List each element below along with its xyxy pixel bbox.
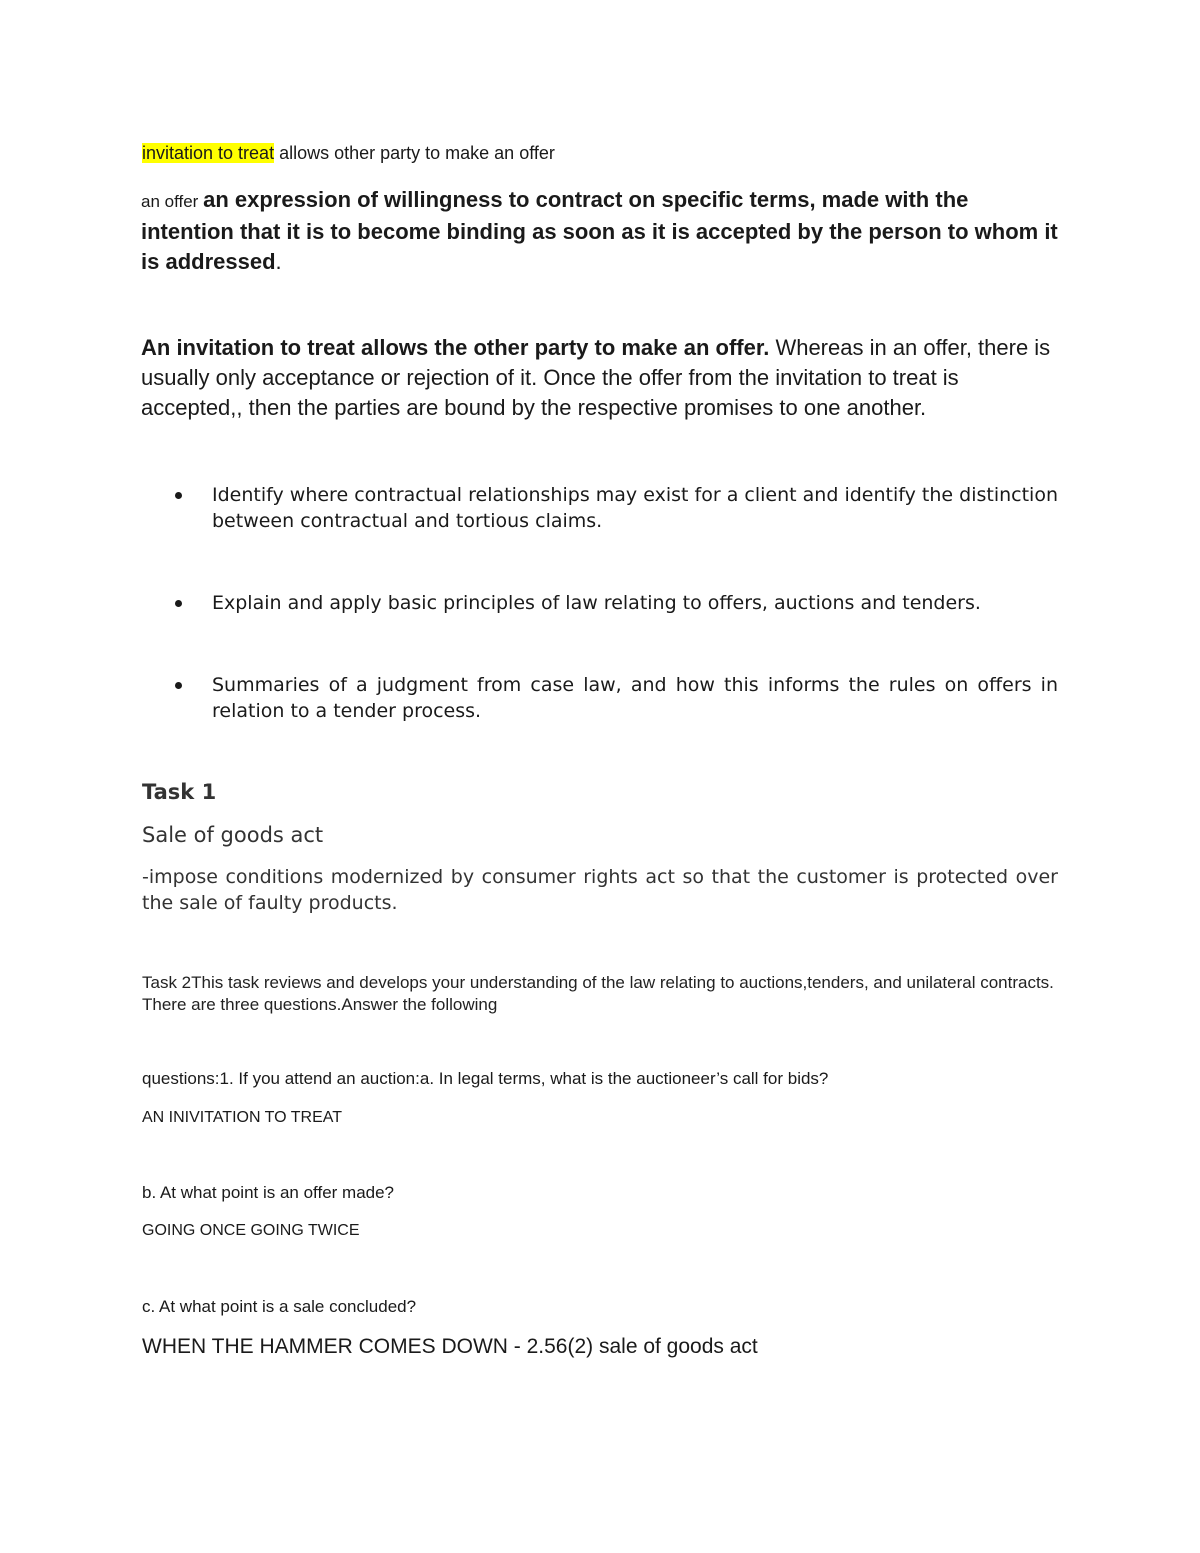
task1-text: -impose conditions modernized by consumer rights act so that the customer is protected over the sale of faulty products. — [142, 866, 1058, 914]
list-item — [170, 590, 1058, 616]
bullet-icon — [175, 492, 182, 499]
question-1b: b. At what point is an offer made? — [142, 1183, 395, 1202]
answer-1b: GOING ONCE GOING TWICE — [142, 1222, 360, 1239]
invitation-paragraph-text: Whereas in an offer, there is usually only acceptance or rejection of it. Once the offer from the invitation to treat is accepted,, then the parties are bound by the respective promises to one another. — [141, 335, 1051, 420]
list-item-text: Summaries of a judgment from case law, and how this informs the rules on offers in relation to a tender process. — [212, 674, 1058, 722]
list-item — [170, 482, 1058, 534]
list-item — [170, 672, 1058, 724]
offer-lead: an offer — [141, 192, 204, 211]
bullet-icon — [175, 682, 182, 689]
invitation-paragraph-bold: An invitation to treat allows the other party to make an offer. — [141, 335, 770, 360]
task2-text: Task 2This task reviews and develops your understanding of the law relating to auctions,tenders, and unilateral contracts. There are three questions.Answer the following — [142, 973, 1054, 1014]
intro-line — [142, 143, 555, 164]
offer-definition — [141, 185, 1061, 277]
question-1c: c. At what point is a sale concluded? — [142, 1297, 417, 1316]
list-item-text: Explain and apply basic principles of law relating to offers, auctions and tenders. — [212, 592, 981, 614]
answer-1c: WHEN THE HAMMER COMES DOWN - 2.56(2) sale of goods act — [142, 1335, 758, 1358]
task1-heading: Task 1 — [142, 780, 217, 804]
answer-1a: AN INIVITATION TO TREAT — [142, 1109, 343, 1126]
question-1a: questions:1. If you attend an auction:a. In legal terms, what is the auctioneer’s call for bids? — [142, 1069, 829, 1088]
task1-subheading: Sale of goods act — [142, 823, 324, 847]
offer-definition-end: . — [275, 249, 282, 274]
bullet-icon — [175, 600, 182, 607]
list-item-text: Identify where contractual relationships may exist for a client and identify the distinction between contractual and tortious claims. — [212, 484, 1058, 532]
offer-definition-text: an expression of willingness to contract on specific terms, made with the intention that it is to become binding as soon as it is accepted by the person to whom it is addressed — [141, 187, 1058, 274]
invitation-paragraph — [141, 333, 1061, 423]
highlighted-term: invitation to treat — [142, 143, 275, 163]
intro-text: allows other party to make an offer — [274, 143, 555, 163]
